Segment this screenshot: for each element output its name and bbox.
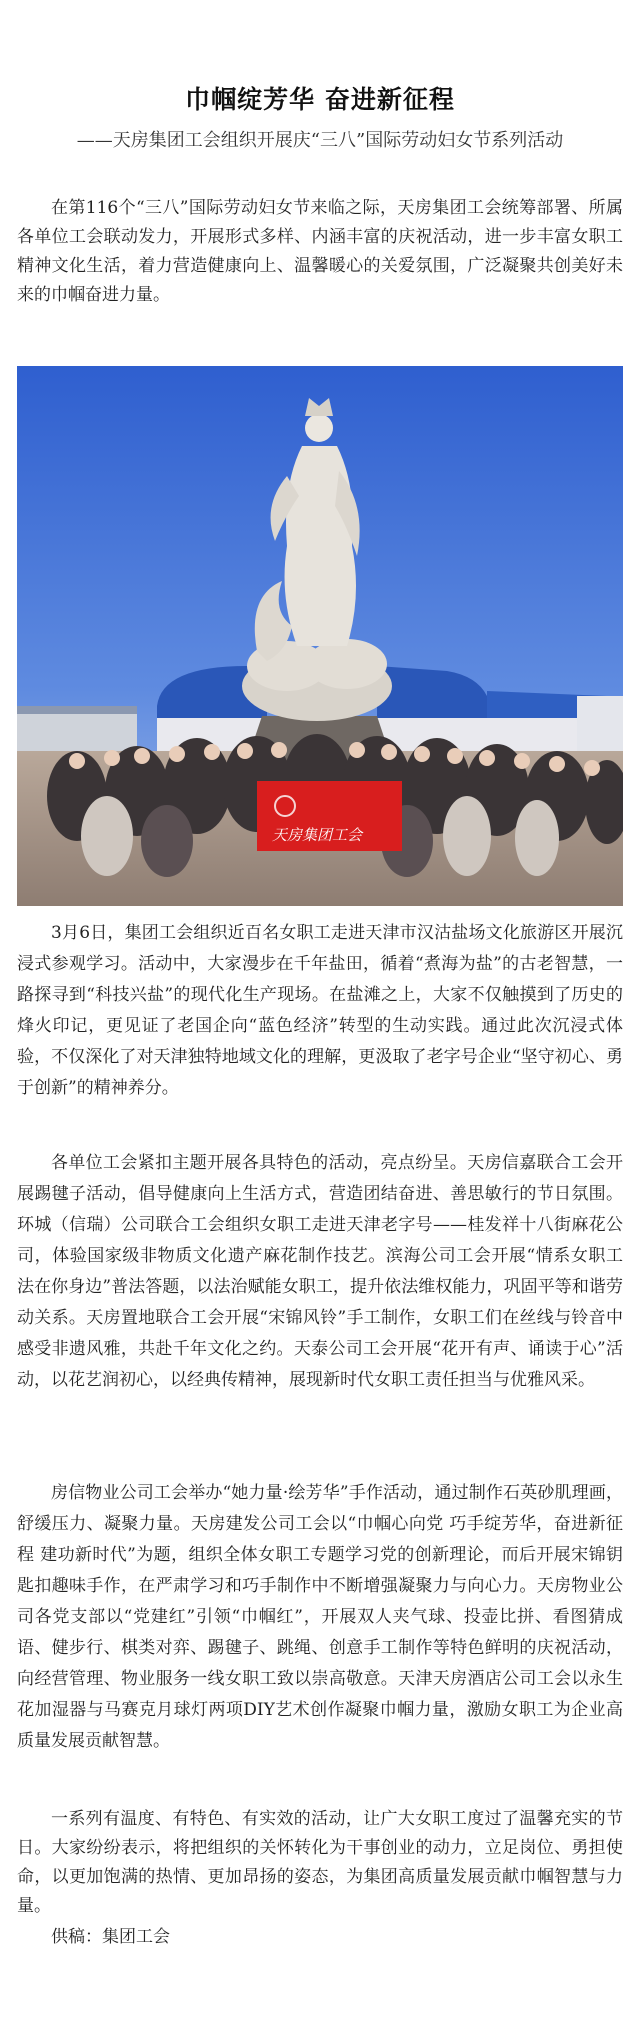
group-photo [17, 366, 623, 906]
statue-cloud-base [307, 639, 387, 689]
banner-text: 天房集团工会 [272, 826, 363, 844]
paragraph-conclusion: 一系列有温度、有特色、有实效的活动，让广大女职工度过了温馨充实的节日。大家纷纷表示，将把组织的关怀转化为干事创业的动力，立足岗位、勇担使命，以更加饱满的热情、更加昂扬的姿态，为集团高质量发展贡献巾帼智慧与力量。 [17, 1809, 623, 1916]
paragraph-more-activities: 房信物业公司工会举办“她力量·绘芳华”手作活动，通过制作石英砂肌理画，舒缓压力、凝聚力量。天房建发公司工会以“巾帼心向党 巧手绽芳华，奋进新征程 建功新时代”为题，组织全体女职工专题学习党的创新理论，而后开展宋锦钥匙扣趣味手作，在严肃学习和巧手制作中不断增强凝聚力与向心力。天房物业公司各党支部以“党建红”引领“巾帼红”，开展双人夹气球、投壶比拼、看图猜成语、健步行、棋类对弈、踢毽子、跳绳、创意手工制作等特色鲜明的庆祝活动，向经营管理、物业服务一线女职工致以崇高敬意。天津天房酒店公司工会以永生花加湿器与马赛克月球灯两项DIY艺术创作凝聚巾帼力量，激励女职工为企业高质量发展贡献智慧。 [17, 1483, 623, 1751]
statue-head [305, 414, 333, 442]
article-title: 巾帼绽芳华 奋进新征程 [185, 85, 455, 114]
paragraph-visit: 3月6日，集团工会组织近百名女职工走进天津市汉沽盐场文化旅游区开展沉浸式参观学习。活动中，大家漫步在千年盐田，循着“煮海为盐”的古老智慧，一路探寻到“科技兴盐”的现代化生产现场。在盐滩之上，大家不仅触摸到了历史的烽火印记，更见证了老国企向“蓝色经济”转型的生动实践。通过此次沉浸式体验，不仅深化了对天津独特地域文化的理解，更汲取了老字号企业“坚守初心、勇于创新”的精神养分。 [17, 923, 623, 1098]
distant-building-roof [17, 706, 137, 714]
building-right [577, 696, 623, 756]
article-credit: 供稿：集团工会 [51, 1927, 170, 1947]
paragraph-intro: 在第116个“三八”国际劳动妇女节来临之际，天房集团工会统筹部署、所属各单位工会联动发力，开展形式多样、内涵丰富的庆祝活动，进一步丰富女职工精神文化生活，着力营造健康向上、温馨暖心的关爱氛围，广泛凝聚共创美好未来的巾帼奋进力量。 [17, 198, 623, 305]
paragraph-unit-activities: 各单位工会紧扣主题开展各具特色的活动，亮点纷呈。天房信嘉联合工会开展踢毽子活动，倡导健康向上生活方式，营造团结奋进、善思敏行的节日氛围。环城（信瑞）公司联合工会组织女职工走进天津老字号——桂发祥十八街麻花公司，体验国家级非物质文化遗产麻花制作技艺。滨海公司工会开展“情系女职工 法在你身边”普法答题，以法治赋能女职工，提升依法维权能力，巩固平等和谐劳动关系。天房置地联合工会开展“宋锦风铃”手工制作，女职工们在丝线与铃音中感受非遗风雅，共赴千年文化之约。天泰公司工会开展“花开有声、诵读于心”活动，以花艺润初心，以经典传精神，展现新时代女职工责任担当与优雅风采。 [17, 1153, 623, 1390]
statue-robe [285, 446, 356, 646]
article-subtitle: ——天房集团工会组织开展庆“三八”国际劳动妇女节系列活动 [76, 130, 564, 151]
distant-building [17, 711, 137, 751]
